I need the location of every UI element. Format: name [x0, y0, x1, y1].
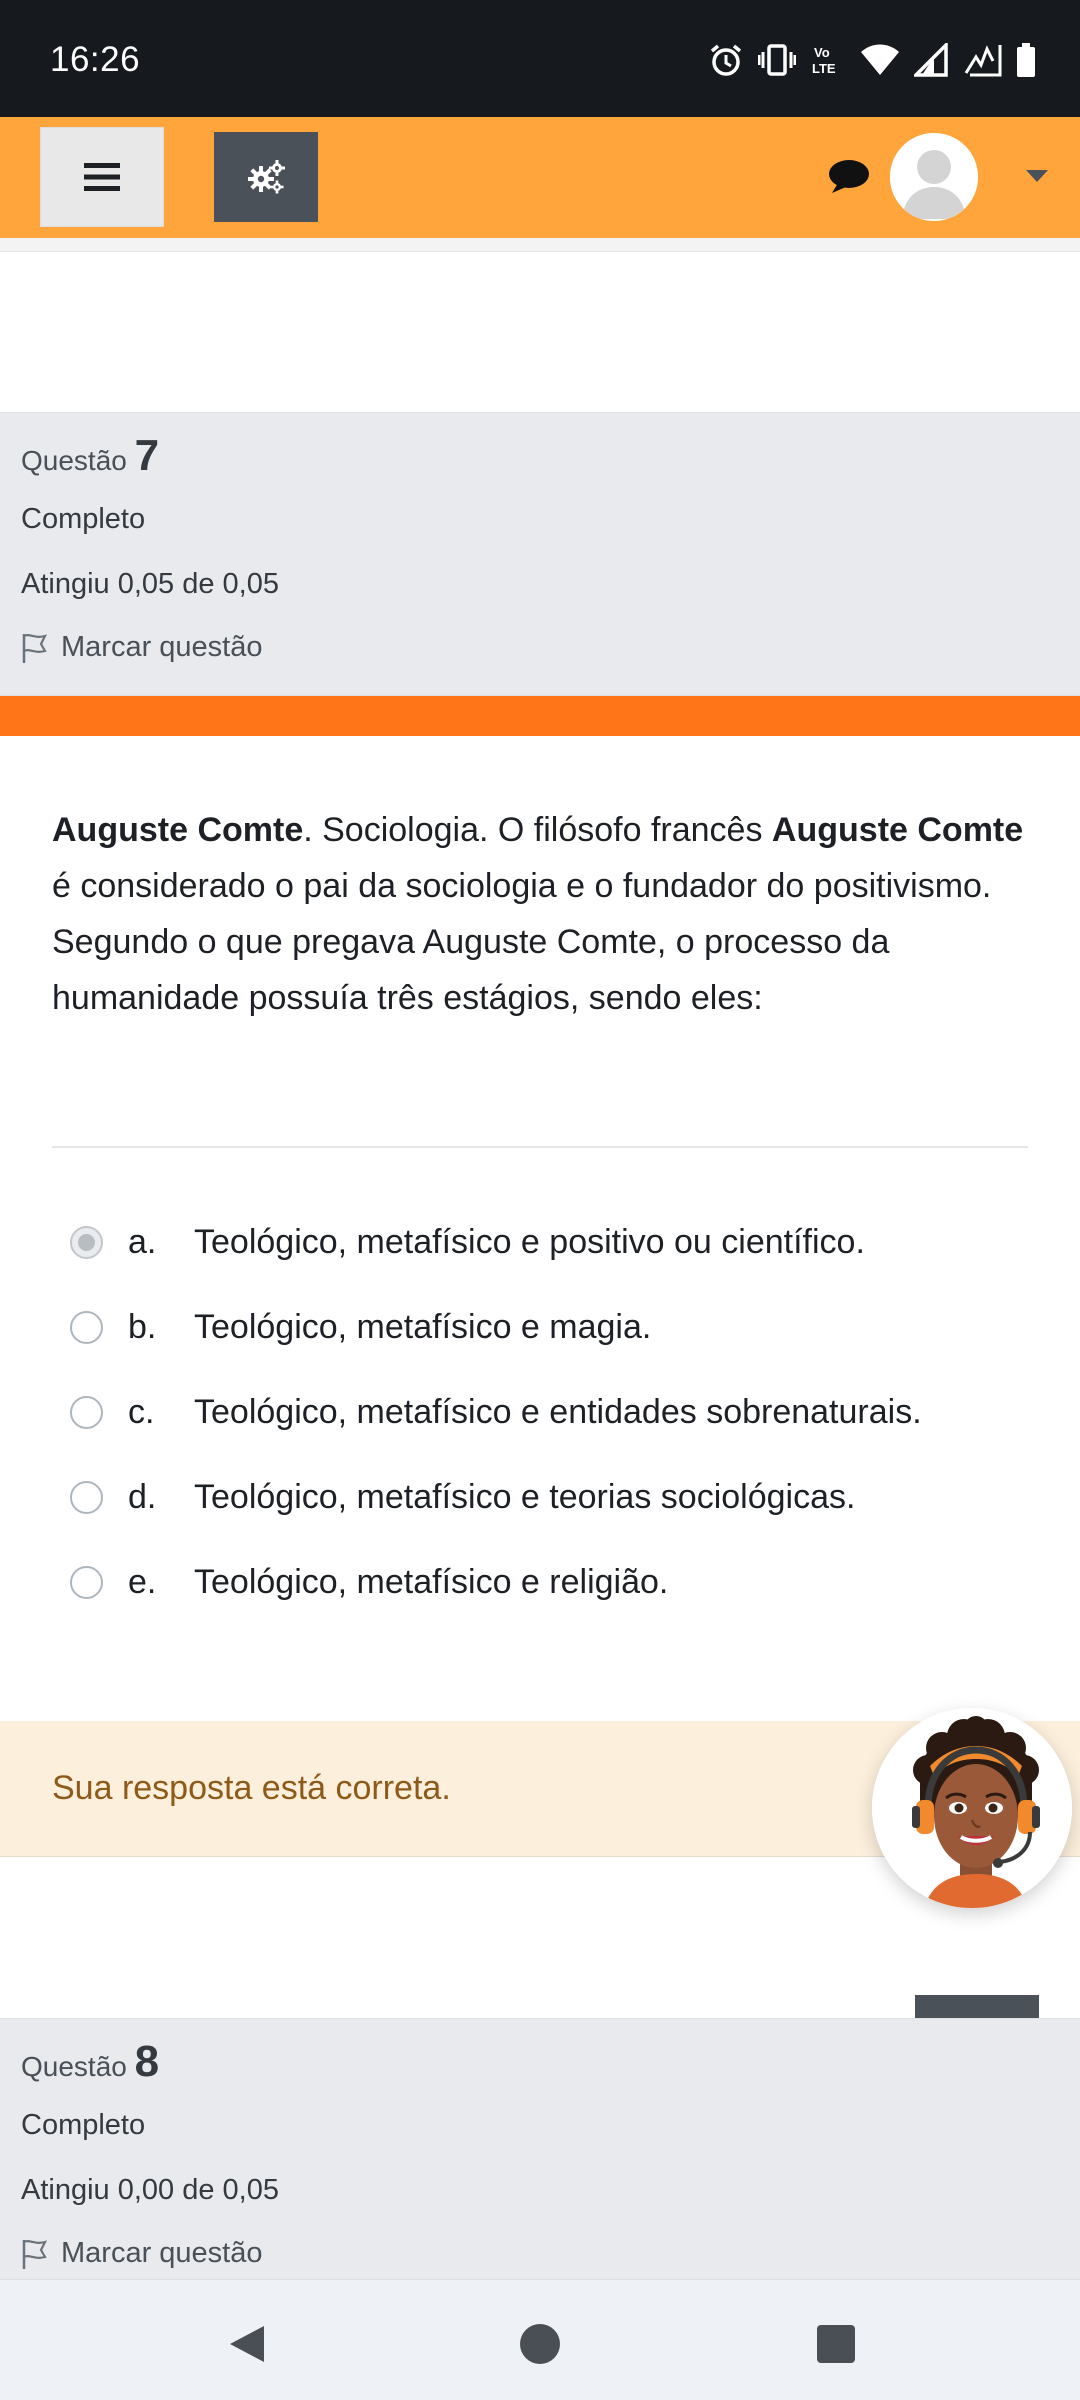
assistant-avatar-icon — [872, 1708, 1072, 1908]
question-8-number: 8 — [134, 2037, 160, 2086]
question-7-title: Questão 7 — [21, 431, 160, 480]
back-icon[interactable] — [224, 2322, 268, 2366]
question-7-state: Completo — [21, 503, 146, 535]
question-8-title: Questão 8 — [21, 2037, 160, 2086]
question-7-number: 7 — [134, 431, 160, 480]
no-signal-icon — [962, 43, 1002, 77]
recents-icon[interactable] — [814, 2322, 858, 2366]
svg-text:Vo: Vo — [814, 45, 830, 60]
radio-b[interactable] — [70, 1311, 103, 1344]
alarm-icon — [708, 42, 744, 78]
system-navigation-bar — [0, 2280, 1080, 2400]
user-avatar-icon — [890, 133, 978, 221]
radio-e[interactable] — [70, 1566, 103, 1599]
volte-icon — [810, 42, 846, 78]
signal-icon — [914, 43, 948, 77]
wifi-icon — [860, 43, 900, 77]
menu-button[interactable] — [40, 127, 164, 227]
flag-icon — [21, 2238, 47, 2270]
user-avatar[interactable] — [890, 133, 978, 221]
answer-option-e[interactable]: e. Teológico, metafísico e religião. — [70, 1540, 1060, 1625]
question-divider — [52, 1146, 1028, 1148]
radio-a[interactable] — [70, 1226, 103, 1259]
virtual-assistant-button[interactable] — [872, 1708, 1072, 1908]
question-7-text: Auguste Comte. Sociologia. O filósofo francês Auguste Comte é considerado o pai da sociologia e o fundador do positivismo. Segundo o que pregava Auguste Comte, o processo da humanidade possuía três estágios, sendo eles: — [52, 811, 1024, 1017]
question-8-info — [0, 2018, 1080, 2280]
battery-icon — [1016, 42, 1036, 78]
answer-text: Teológico, metafísico e entidades sobrenaturais. — [194, 1393, 922, 1431]
question-8-state: Completo — [21, 2109, 146, 2141]
settings-button[interactable] — [214, 132, 318, 222]
answer-text: Teológico, metafísico e positivo ou científico. — [194, 1223, 865, 1261]
radio-c[interactable] — [70, 1396, 103, 1429]
answer-option-b[interactable]: b. Teológico, metafísico e magia. — [70, 1285, 1060, 1370]
vibrate-icon — [758, 42, 796, 78]
status-time: 16:26 — [50, 40, 141, 79]
answer-list — [70, 1200, 1060, 1625]
answer-option-c[interactable]: c. Teológico, metafísico e entidades sobrenaturais. — [70, 1370, 1060, 1455]
navbar-shadow — [0, 238, 1080, 252]
answer-option-d[interactable]: d. Teológico, metafísico e teorias sociológicas. — [70, 1455, 1060, 1540]
flag-question-8-button[interactable]: Marcar questão — [21, 2237, 263, 2270]
question-8-grade: Atingiu 0,00 de 0,05 — [21, 2174, 279, 2206]
feedback-text: Sua resposta está correta. — [52, 1769, 451, 1807]
answer-option-a[interactable]: a. Teológico, metafísico e positivo ou científico. — [70, 1200, 1060, 1285]
svg-text:LTE: LTE — [812, 61, 836, 76]
question-7-info — [0, 412, 1080, 696]
question-7-accent-bar — [0, 696, 1080, 736]
radio-d[interactable] — [70, 1481, 103, 1514]
gears-icon — [246, 159, 286, 195]
chat-bubble-icon[interactable] — [826, 157, 870, 197]
home-icon[interactable] — [518, 2322, 562, 2366]
answer-text: Teológico, metafísico e religião. — [194, 1563, 669, 1601]
status-bar — [0, 0, 1080, 117]
flag-icon — [21, 632, 47, 664]
answer-text: Teológico, metafísico e magia. — [194, 1308, 652, 1346]
user-menu-caret-icon[interactable] — [1026, 170, 1048, 182]
hamburger-icon — [84, 162, 120, 192]
status-icons — [708, 38, 1036, 82]
question-7-grade: Atingiu 0,05 de 0,05 — [21, 568, 279, 600]
top-navbar — [0, 117, 1080, 238]
flag-question-7-button[interactable]: Marcar questão — [21, 631, 263, 664]
answer-text: Teológico, metafísico e teorias sociológicas. — [194, 1478, 856, 1516]
